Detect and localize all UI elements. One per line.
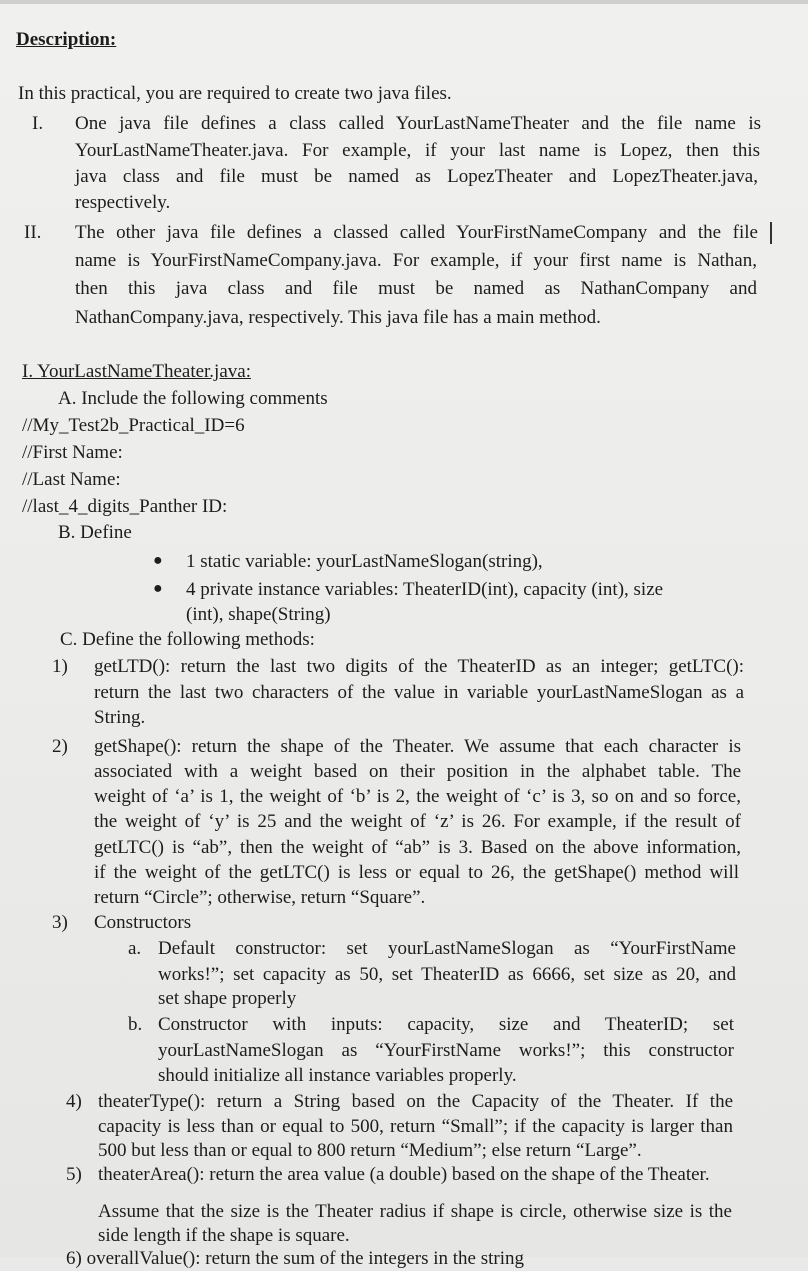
method-line: getLTD(): return the last two digits of the TheaterID as an integer; getLTC():	[94, 656, 744, 677]
list-item-2-line: then this java class and file must be named as NathanCompany and	[75, 278, 757, 299]
method-line: if the weight of the getLTC() is less or equal to 26, the getShape() method will	[94, 862, 739, 883]
list-item-2-line: The other java file defines a classed called YourFirstNameCompany and the file	[75, 222, 758, 243]
method-number: 1)	[52, 656, 68, 677]
note-line: side length if the shape is square.	[98, 1225, 350, 1246]
list-item-1-line: java class and file must be named as LopezTheater and LopezTheater.java,	[75, 166, 758, 187]
list-item-1-line: One java file defines a class called YourLastNameTheater and the file name is	[75, 113, 761, 134]
comment-line: //First Name:	[22, 442, 123, 463]
method-line: capacity is less than or equal to 500, return “Small”; if the capacity is larger than	[98, 1116, 733, 1137]
text-cursor	[770, 222, 772, 244]
list-item-1-line: YourLastNameTheater.java. For example, if your last name is Lopez, then this	[75, 140, 760, 161]
cut-off-line-clip	[0, 1247, 808, 1269]
bullet-icon: ●	[153, 580, 163, 597]
method-number: 4)	[66, 1091, 82, 1112]
method-number: 5)	[66, 1164, 82, 1185]
method-number: 3)	[52, 912, 68, 933]
method-line: the weight of ‘y’ is 25 and the weight of ‘z’ is 26. For example, if the result of	[94, 811, 741, 832]
method-line: theaterArea(): return the area value (a double) based on the shape of the Theater.	[98, 1164, 710, 1185]
method-line: 500 but less than or equal to 800 return “Medium”; else return “Large”.	[98, 1140, 642, 1161]
bullet-text: (int), shape(String)	[186, 604, 331, 625]
constructor-line: yourLastNameSlogan as “YourFirstName works!”; this constructor	[158, 1040, 734, 1061]
bullet-icon: ●	[153, 552, 163, 569]
bullet-text: 1 static variable: yourLastNameSlogan(string),	[186, 551, 543, 572]
constructor-line: works!”; set capacity as 50, set TheaterID as 6666, set size as 20, and	[158, 964, 736, 985]
method-line: return the last two characters of the value in variable yourLastNameSlogan as a	[94, 682, 744, 703]
method-line: weight of ‘a’ is 1, the weight of ‘b’ is 2, the weight of ‘c’ is 3, so on and so force,	[94, 786, 741, 807]
list-item-1-number: I.	[32, 113, 44, 134]
constructor-line: Default constructor: set yourLastNameSlogan as “YourFirstName	[158, 938, 736, 959]
constructor-line: set shape properly	[158, 988, 297, 1009]
note-line: Assume that the size is the Theater radius if shape is circle, otherwise size is the	[98, 1201, 732, 1222]
bullet-text: 4 private instance variables: TheaterID(int), capacity (int), size	[186, 579, 664, 600]
method-line: return “Circle”; otherwise, return “Square”.	[94, 887, 426, 908]
method-line: getLTC() is “ab”, then the weight of “ab” is 3. Based on the above information,	[94, 837, 741, 858]
cut-off-line: 6) overallValue(): return the sum of the integers in the string	[66, 1248, 524, 1269]
method-line: getShape(): return the shape of the Theater. We assume that each character is	[94, 736, 741, 757]
constructor-line: should initialize all instance variables properly.	[158, 1065, 517, 1086]
method-line: String.	[94, 707, 146, 728]
list-item-2-line: NathanCompany.java, respectively. This java file has a main method.	[75, 307, 601, 328]
method-line: associated with a weight based on their position in the alphabet table. The	[94, 761, 741, 782]
constructor-letter: a.	[128, 938, 142, 959]
part-b-heading: B. Define	[58, 522, 132, 543]
page-top-edge	[0, 0, 808, 4]
list-item-1-line: respectively.	[75, 192, 171, 213]
comment-line: //Last Name:	[22, 469, 121, 490]
method-line: Constructors	[94, 912, 192, 933]
intro-text: In this practical, you are required to create two java files.	[18, 83, 452, 104]
comment-line: //last_4_digits_Panther ID:	[22, 496, 228, 517]
part-a-heading: A. Include the following comments	[58, 388, 328, 409]
constructor-letter: b.	[128, 1014, 143, 1035]
list-item-2-line: name is YourFirstNameCompany.java. For example, if your first name is Nathan,	[75, 250, 757, 271]
part-c-heading: C. Define the following methods:	[60, 629, 315, 650]
method-number: 2)	[52, 736, 68, 757]
method-line: theaterType(): return a String based on the Capacity of the Theater. If the	[98, 1091, 733, 1112]
section-title: I. YourLastNameTheater.java:	[22, 361, 251, 382]
description-heading: Description:	[16, 29, 117, 50]
list-item-2-number: II.	[24, 222, 42, 243]
comment-line: //My_Test2b_Practical_ID=6	[22, 415, 245, 436]
constructor-line: Constructor with inputs: capacity, size and TheaterID; set	[158, 1014, 734, 1035]
